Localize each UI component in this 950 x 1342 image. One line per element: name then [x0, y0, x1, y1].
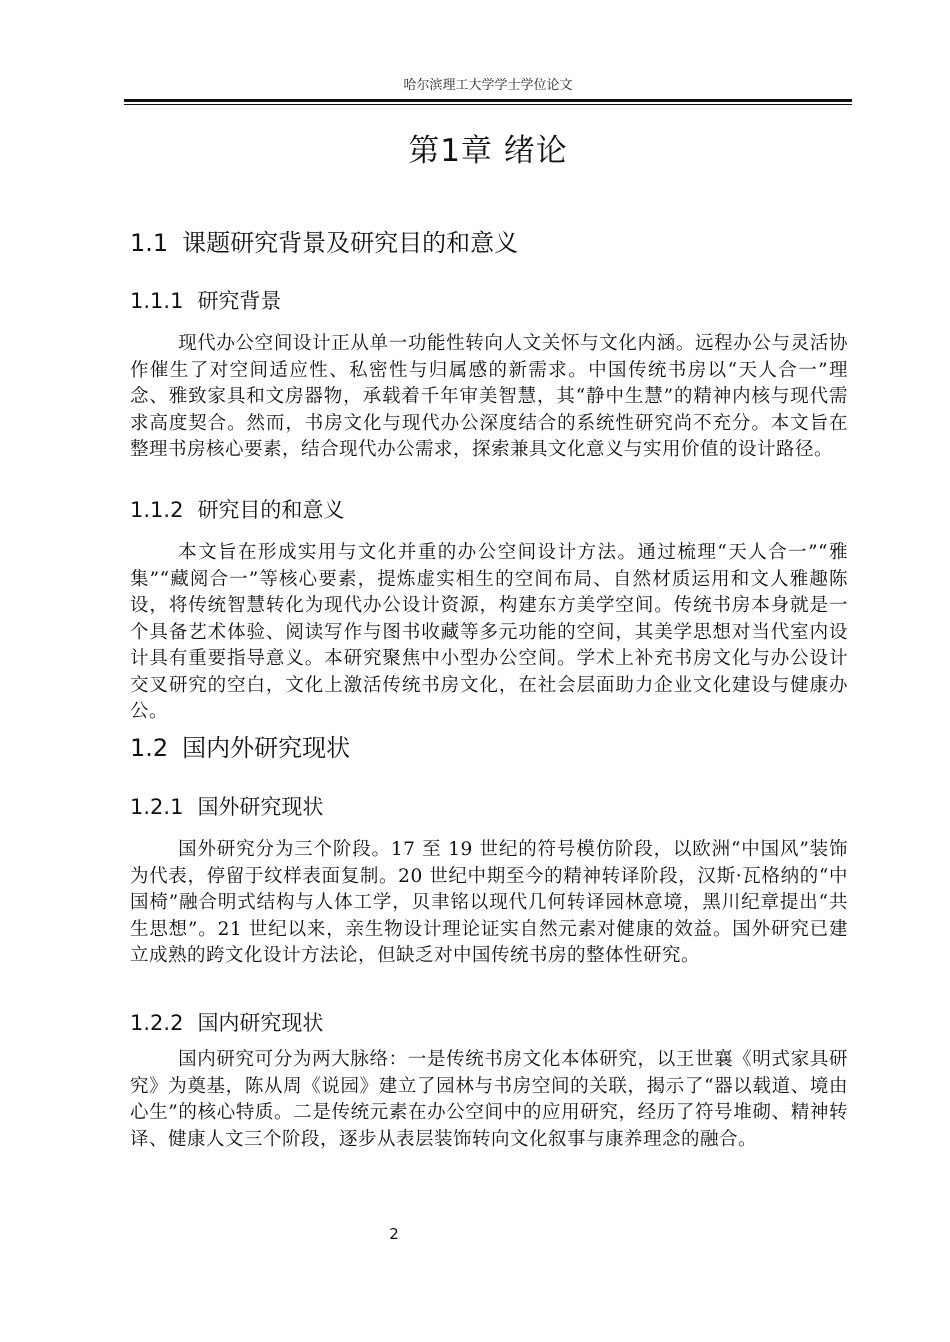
body-paragraph: 国内研究可分为两大脉络：一是传统书房文化本体研究，以王世襄《明式家具研究》为奠基，陈从周《说园》建立了园林与书房空间的关联，揭示了“器以载道、境由心生”的核心特质。二是传统元素在办公空间中的应用研究，经历了符号堆砌、精神转译、健康人文三个阶段，逐步从表层装饰转向文化叙事与康养理念的融合。 [130, 1049, 848, 1150]
subsection-number: 1.1.1 [130, 289, 184, 313]
subsection-number: 1.1.2 [130, 498, 184, 522]
body-paragraph: 国外研究分为三个阶段。17 至 19 世纪的符号模仿阶段，以欧洲“中国风”装饰为代表，停留于纹样表面复制。20 世纪中期至今的精神转译阶段，汉斯·瓦格纳的“中国椅”融合明式结构与人体工学，贝聿铭以现代几何转译园林意境，黑川纪章提出“共生思想”。21 世纪以来，亲生物设计理论证实自然元素对健康的效益。国外研究已建立成熟的跨文化设计方法论，但缺乏对中国传统书房的整体性研究。 [130, 839, 848, 966]
subsection-title: 国内研究现状 [197, 1011, 324, 1035]
section-title: 国内外研究现状 [182, 734, 351, 762]
subsection-number: 1.2.1 [130, 795, 184, 819]
subsection-number: 1.2.2 [130, 1011, 184, 1035]
page-number: 2 [389, 1225, 399, 1243]
subsection-heading [130, 496, 344, 524]
subsection-heading [130, 287, 281, 315]
section-heading [130, 732, 350, 764]
subsection-title: 研究目的和意义 [197, 498, 345, 522]
subsection-heading [130, 1009, 323, 1037]
body-paragraph: 现代办公空间设计正从单一功能性转向人文关怀与文化内涵。远程办公与灵活协作催生了对空间适应性、私密性与归属感的新需求。中国传统书房以“天人合一”理念、雅致家具和文房器物，承载着千年审美智慧，其“静中生慧”的精神内核与现代需求高度契合。然而，书房文化与现代办公深度结合的系统性研究尚不充分。本文旨在整理书房核心要素，结合现代办公需求，探索兼具文化意义与实用价值的设计路径。 [130, 333, 848, 460]
subsection-heading [130, 793, 323, 821]
header-rule-thin [124, 104, 852, 105]
section-number: 1.2 [130, 734, 169, 762]
subsection-title: 国外研究现状 [197, 795, 324, 819]
body-paragraph: 本文旨在形成实用与文化并重的办公空间设计方法。通过梳理“天人合一”“雅集”“藏阅合一”等核心要素，提炼虚实相生的空间布局、自然材质运用和文人雅趣陈设，将传统智慧转化为现代办公设计资源，构建东方美学空间。传统书房本身就是一个具备艺术体验、阅读写作与图书收藏等多元功能的空间，其美学思想对当代室内设计具有重要指导意义。本研究聚焦中小型办公空间。学术上补充书房文化与办公设计交叉研究的空白，文化上激活传统书房文化，在社会层面助力企业文化建设与健康办公。 [130, 542, 848, 722]
section-title: 课题研究背景及研究目的和意义 [182, 229, 519, 257]
running-header: 哈尔滨理工大学学士学位论文 [403, 78, 573, 93]
section-heading [130, 227, 518, 259]
subsection-title: 研究背景 [197, 289, 282, 313]
header-rule-thick [124, 99, 852, 102]
section-number: 1.1 [130, 229, 169, 257]
chapter-title: 第1章 绪论 [408, 133, 568, 169]
